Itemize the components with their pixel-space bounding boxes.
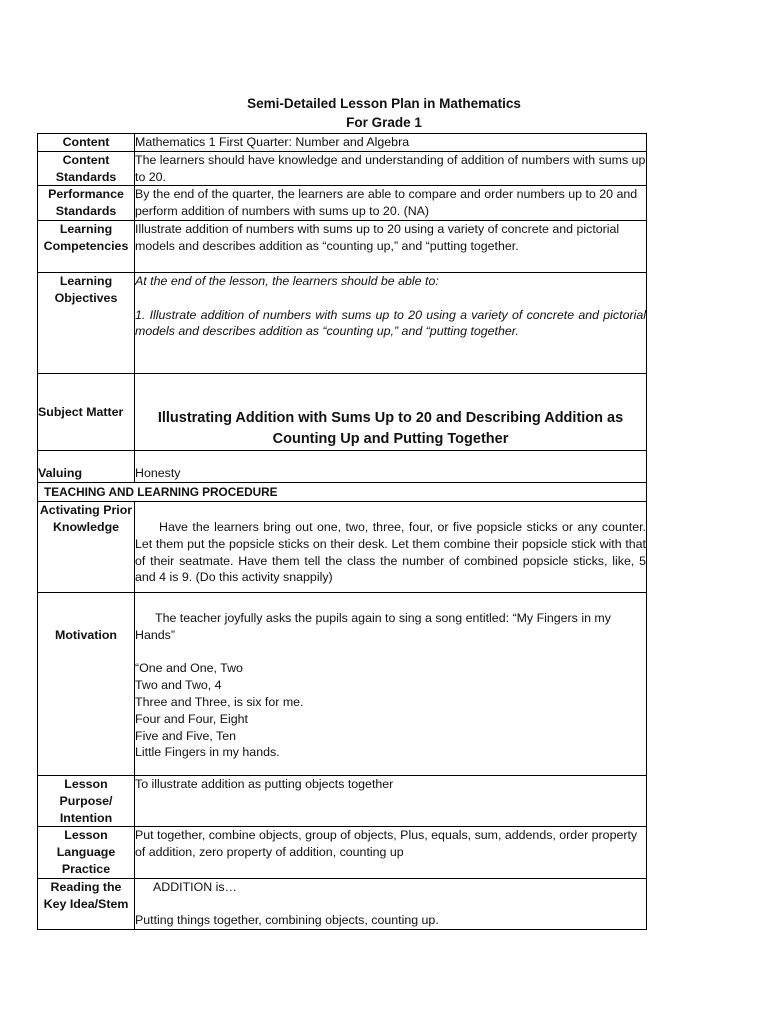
row-valuing [38,450,647,482]
document-title: Semi-Detailed Lesson Plan in Mathematics [247,96,521,111]
label-learning-objectives: Learning Objectives [38,272,135,373]
row-key-idea [38,878,647,929]
song-line: Little Fingers in my hands. [135,745,280,760]
section-heading: TEACHING AND LEARNING PROCEDURE [38,482,647,501]
label-language-practice: Lesson Language Practice [38,827,135,878]
row-subject-matter [38,373,647,450]
row-motivation [38,592,647,775]
label-subject-matter: Subject Matter [38,373,135,450]
row-language-practice [38,827,647,878]
label-performance-standards: Performance Standards [38,186,135,221]
song-line: Five and Five, Ten [135,728,237,743]
row-learning-competencies [38,220,647,272]
value-activating-prior-knowledge: Have the learners bring out one, two, three, four, or five popsicle sticks or any counter. Let them put the popsicle sticks on their desk. Let them combine their popsicle stick with that of their seatmate. Have them tell the class the number of combined popsicle sticks, like, 5 and 4 is 9. (Do this activity snappily) [135,501,647,592]
value-content-standards: The learners should have knowledge and understanding of addition of numbers with sums up to 20. [135,151,647,186]
value-subject-matter [135,373,647,450]
value-performance-standards: By the end of the quarter, the learners are able to compare and order numbers up to 20 and perform addition of numbers with sums up to 20. (NA) [135,186,647,221]
label-valuing: Valuing [38,450,135,482]
key-idea-line-1: ADDITION is… [153,879,237,894]
value-content: Mathematics 1 First Quarter: Number and Algebra [135,134,647,152]
label-key-idea: Reading the Key Idea/Stem [38,878,135,929]
row-content-standards [38,151,647,186]
label-learning-competencies: Learning Competencies [38,220,135,272]
value-lesson-purpose: To illustrate addition as putting objects together [135,775,647,826]
value-learning-competencies: Illustrate addition of numbers with sums up to 20 using a variety of concrete and pictorial models and describes addition as “counting up,” and “putting together. [135,220,647,272]
value-key-idea [135,878,647,929]
value-motivation [135,592,647,775]
row-lesson-purpose [38,775,647,826]
label-activating-prior-knowledge: Activating Prior Knowledge [38,501,135,592]
label-content-standards: Content Standards [38,151,135,186]
song-line: Two and Two, 4 [135,678,222,693]
label-content: Content [38,134,135,152]
value-learning-objectives [135,272,647,373]
objectives-item: 1. Illustrate addition of numbers with sums up to 20 using a variety of concrete and pictorial models and describes addition as “counting up,” and “putting together. [135,307,646,339]
value-valuing: Honesty [135,450,647,482]
key-idea-line-2: Putting things together, combining objects, counting up. [135,913,439,928]
label-lesson-purpose: Lesson Purpose/ Intention [38,775,135,826]
row-activating-prior-knowledge [38,501,647,592]
objectives-intro: At the end of the lesson, the learners should be able to: [135,273,439,288]
lesson-plan-table [37,133,647,930]
row-learning-objectives [38,272,647,373]
row-section-heading [38,482,647,501]
document-subtitle: For Grade 1 [346,115,422,130]
subject-matter-title: Illustrating Addition with Sums Up to 20 and Describing Addition as Counting Up and Putting Together [157,409,624,447]
row-content [38,134,647,152]
value-language-practice: Put together, combine objects, group of objects, Plus, equals, sum, addends, order property of addition, zero property of addition, counting up [135,827,647,878]
song-line: “One and One, Two [135,661,243,676]
motivation-intro: The teacher joyfully asks the pupils again to sing a song entitled: “My Fingers in my Hands” [135,610,611,642]
row-performance-standards [38,186,647,221]
label-motivation: Motivation [38,592,135,775]
song-line: Four and Four, Eight [135,711,248,726]
song-line: Three and Three, is six for me. [135,694,304,709]
